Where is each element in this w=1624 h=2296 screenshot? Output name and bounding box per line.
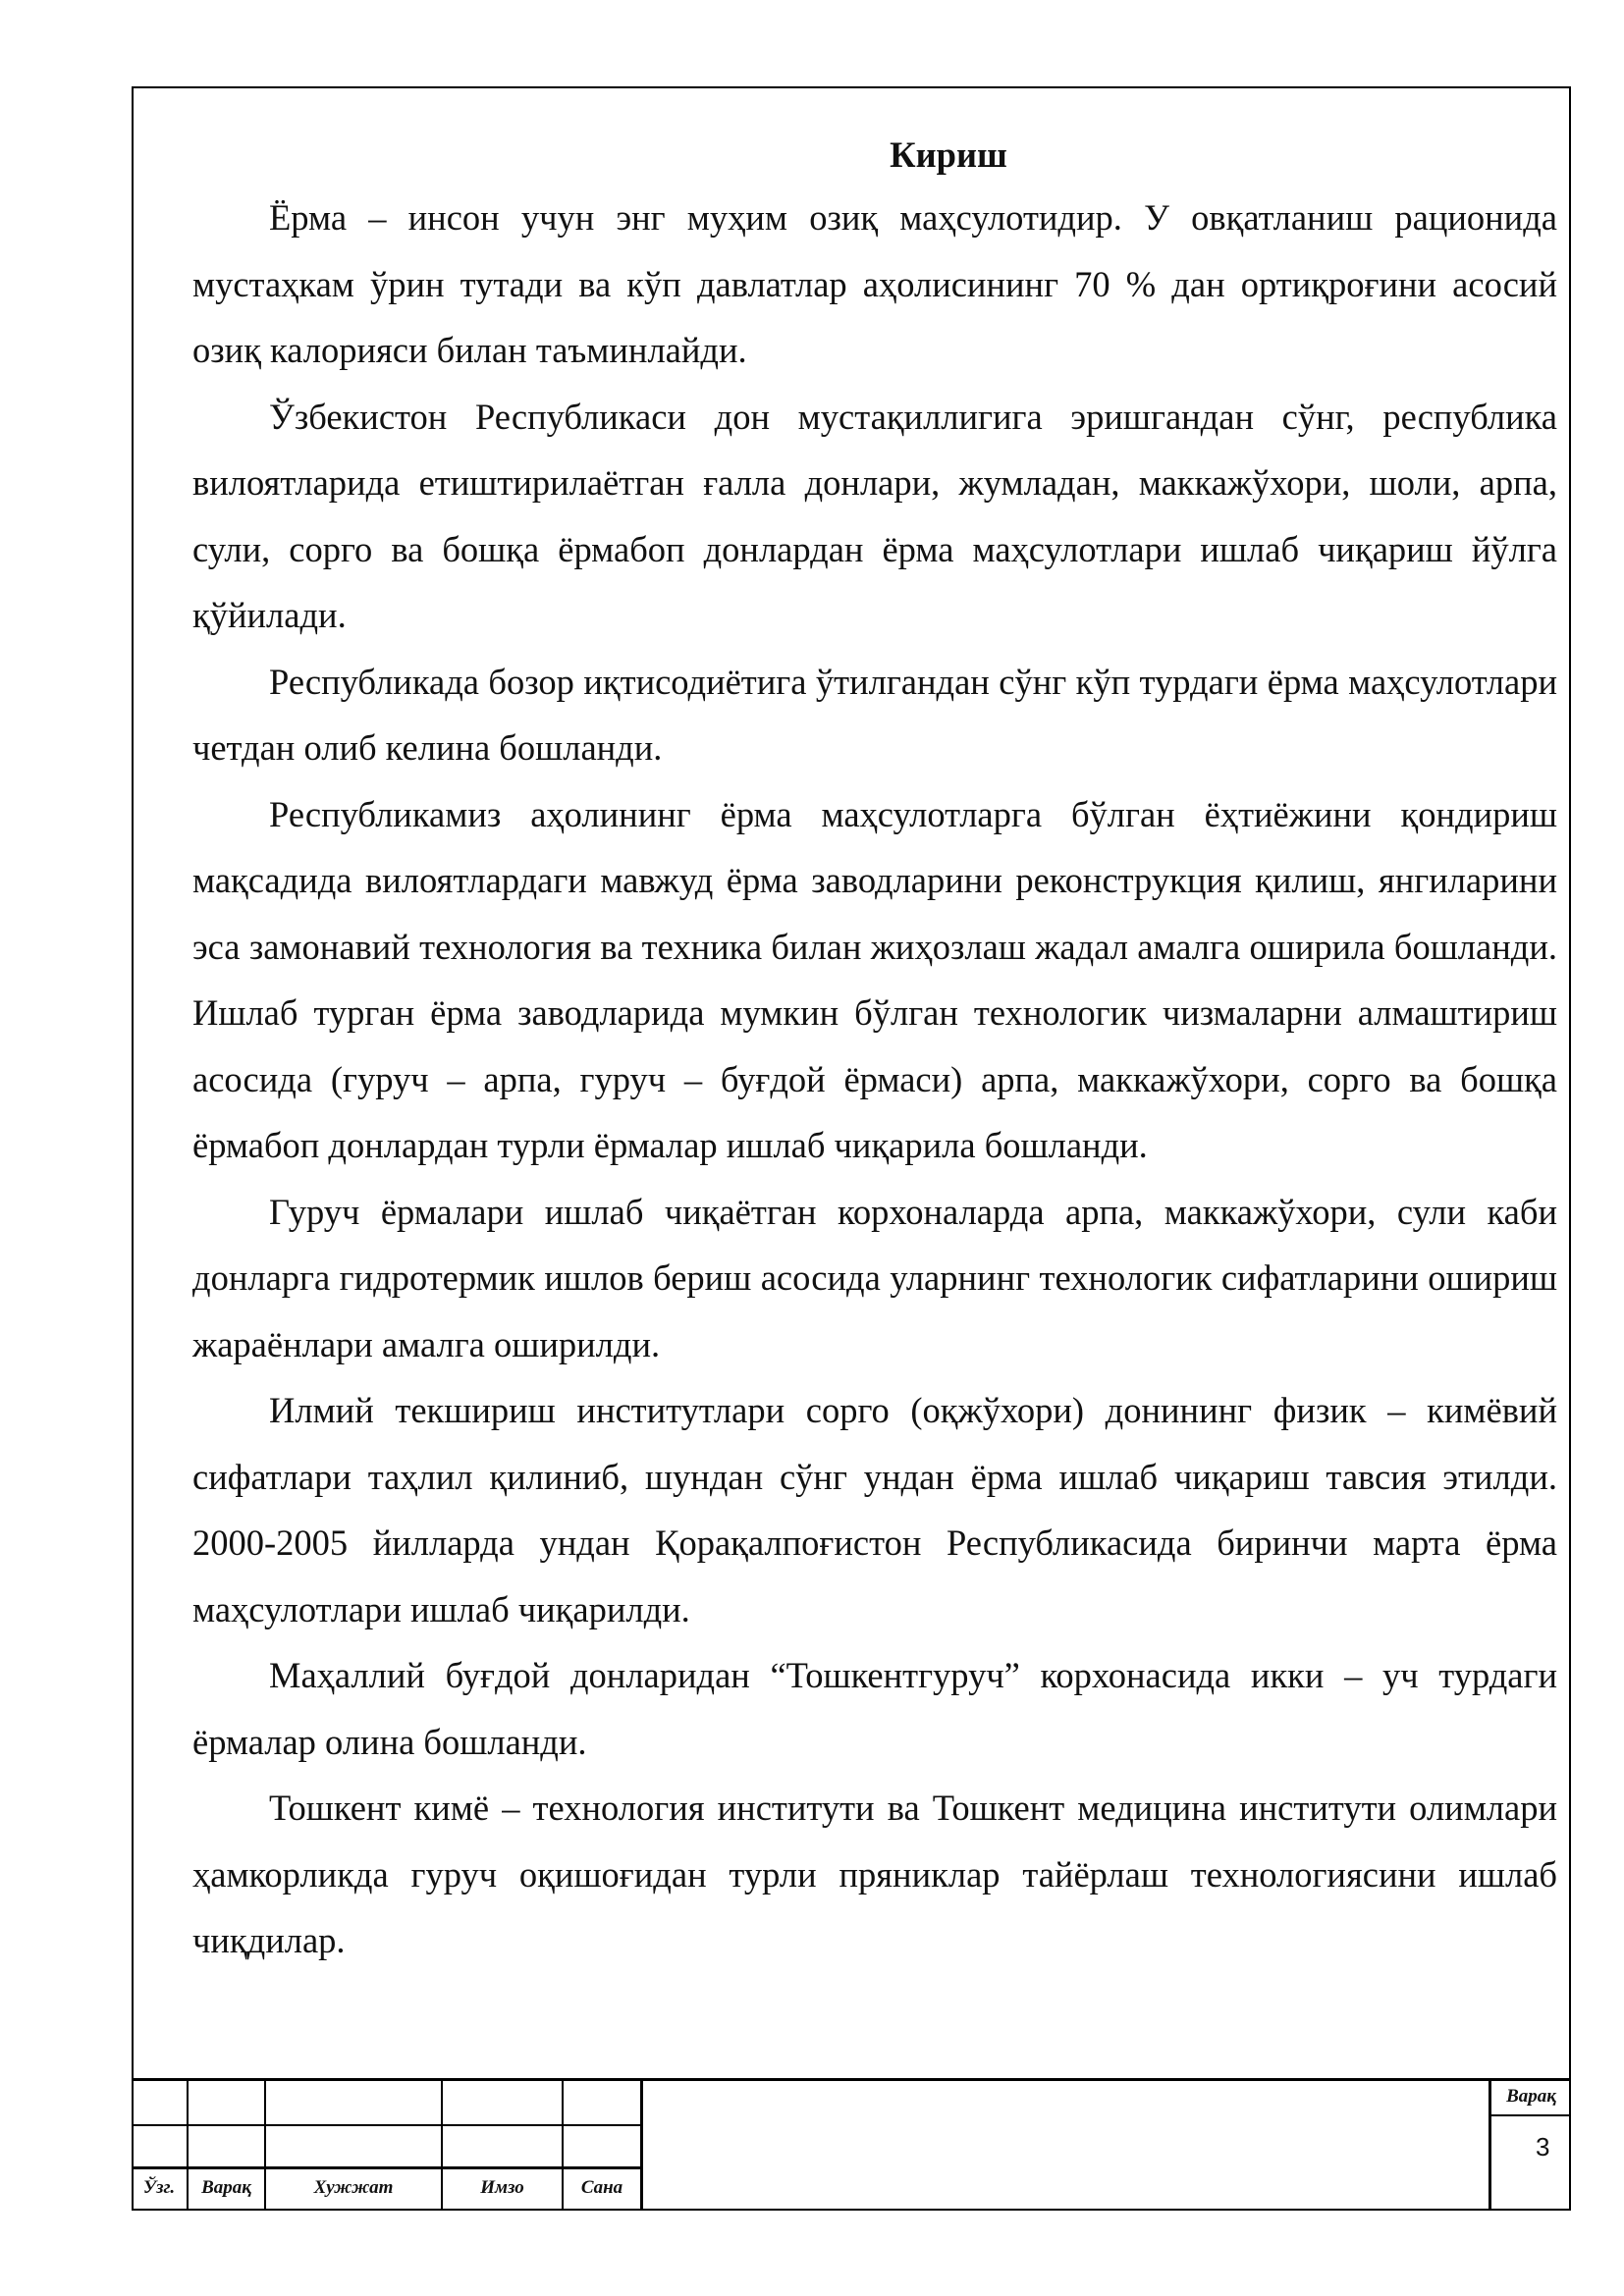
stamp-sheet-label: Варақ — [1506, 2086, 1556, 2107]
document-body — [192, 126, 1557, 1974]
paragraph-8: Тошкент кимё – технология институти ва Тошкент медицина институти олимлари ҳамкорликда гуруч оқишоғидан турли пряниклар тайёрлаш технологиясини ишлаб чиқдилар. — [192, 1788, 1557, 1960]
stamp-label-document: Хужжат — [313, 2177, 394, 2198]
paragraph-4: Республикамиз аҳолининг ёрма маҳсулотларга бўлган ёҳтиёжини қондириш мақсадида вилоятлардаги мавжуд ёрма заводларини реконструкция қилиш, янгиларини эса замонавий технология ва техника билан жиҳозлаш жадал амалга оширила бошланди. Ишлаб турган ёрма заводларида мумкин бўлган технологик чизмаларни алмаштириш асосида (гуруч – арпа, гуруч – буғдой ёрмаси) арпа, маккажўхори, сорго ва бошқа ёрмабоп донлардан турли ёрмалар ишлаб чиқарила бошланди. — [192, 793, 1557, 1165]
paragraph-3: Республикада бозор иқтисодиётига ўтилгандан сўнг кўп турдаги ёрма маҳсулотлари четдан олиб келина бошланди. — [192, 661, 1557, 768]
stamp-col-line-5 — [640, 2078, 643, 2211]
paragraph-6: Илмий текшириш институтлари сорго (оқжўхори) донининг физик – кимёвий сифатлари таҳлил қилиниб, шундан сўнг ундан ёрма ишлаб чиқариш тавсия этилди. 2000-2005 йилларда ундан Қорақалпоғистон Республикасида биринчи марта ёрма маҳсулотлари ишлаб чиқарилди. — [192, 1390, 1557, 1629]
paragraph-5: Гуруч ёрмалари ишлаб чиқаётган корхоналарда арпа, маккажўхори, сули каби донларга гидротермик ишлов бериш асосида уларнинг технологик сифатларини ошириш жараёнлари амалга оширилди. — [192, 1191, 1557, 1364]
stamp-label-date: Сана — [580, 2177, 623, 2198]
paragraph-2: Ўзбекистон Республикаси дон мустақиллигига эришгандан сўнг, республика вилоятларида етиштирилаётган ғалла донлари, жумладан, маккажўхори, шоли, арпа, сули, сорго ва бошқа ёрмабоп донлардан ёрма маҳсулотлари ишлаб чиқариш йўлга қўйилади. — [192, 396, 1557, 635]
stamp-row-line-1 — [132, 2124, 642, 2126]
paragraph-7: Маҳаллий буғдой донларидан “Тошкентгуруч” корхонасида икки – уч турдаги ёрмалар олина бошланди. — [192, 1655, 1557, 1762]
stamp-row-line-2 — [132, 2166, 642, 2169]
stamp-label-signature: Имзо — [480, 2177, 524, 2198]
stamp-label-sheet: Варақ — [201, 2177, 251, 2198]
stamp-top-line — [132, 2078, 1571, 2081]
stamp-sheet-line — [1490, 2114, 1571, 2116]
stamp-label-changes: Ўзг. — [142, 2177, 176, 2198]
document-title: Кириш — [890, 134, 1007, 175]
title-block-stamp — [132, 2078, 1571, 2211]
page-number: 3 — [1536, 2132, 1550, 2162]
paragraph-1: Ёрма – инсон учун энг муҳим озиқ маҳсулотидир. У овқатланиш рационида мустаҳкам ўрин тутади ва кўп давлатлар аҳолисининг 70 % дан ортиқроғини асосий озиқ калорияси билан таъминлайди. — [192, 197, 1557, 370]
